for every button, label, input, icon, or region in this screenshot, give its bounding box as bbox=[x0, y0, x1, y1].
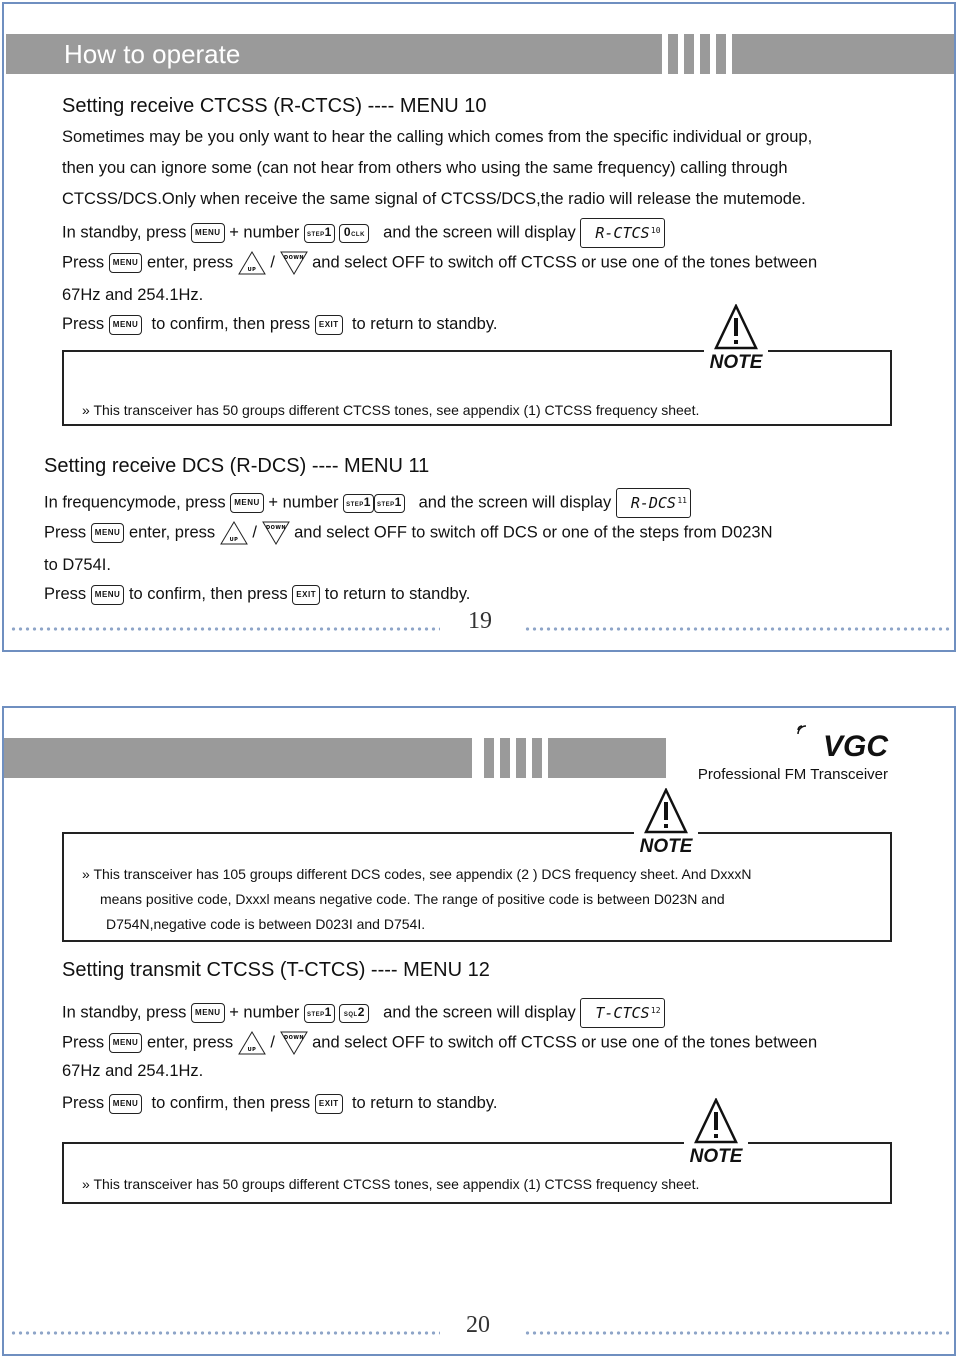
header-stripe bbox=[668, 34, 678, 74]
svg-text:UP: UP bbox=[229, 537, 239, 543]
text: Press bbox=[62, 253, 105, 272]
menu-key-icon: MENU bbox=[230, 493, 264, 513]
text: and select OFF to switch off CTCSS or use one of the tones between bbox=[312, 1033, 818, 1052]
note-box bbox=[62, 832, 892, 942]
note-warning-icon bbox=[704, 304, 768, 380]
text: / bbox=[270, 1033, 275, 1052]
brand-logo: VGC bbox=[822, 730, 888, 763]
text: enter, press bbox=[146, 253, 234, 272]
rdcs-line-2 bbox=[44, 521, 773, 545]
text: to return to standby. bbox=[324, 585, 471, 603]
page-19 bbox=[2, 2, 956, 652]
rctcss-line-1: Sometimes may be you only want to hear the calling which comes from the specific individual or group, bbox=[62, 128, 813, 146]
menu-key-icon: MENU bbox=[91, 585, 125, 605]
text: and the screen will display bbox=[383, 1003, 576, 1022]
down-key-icon bbox=[280, 251, 308, 275]
brand-subtitle: Professional FM Transceiver bbox=[697, 766, 888, 783]
footer-dots bbox=[524, 1330, 952, 1336]
text: Press bbox=[62, 315, 105, 333]
exit-key-icon: EXIT bbox=[292, 585, 320, 605]
menu-key-icon: MENU bbox=[91, 523, 125, 543]
bullet: » bbox=[82, 866, 90, 882]
key-digit: 1 bbox=[363, 494, 371, 509]
text: to confirm, then press bbox=[151, 1094, 311, 1112]
text: / bbox=[252, 523, 257, 542]
step-1-key-icon bbox=[304, 1004, 335, 1023]
lcd-sub: 10 bbox=[650, 226, 661, 235]
header-stripe bbox=[684, 34, 694, 74]
text: + number bbox=[268, 493, 339, 512]
rdcs-heading: Setting receive DCS (R-DCS) ---- MENU 11 bbox=[44, 455, 430, 477]
clk-0-key-icon bbox=[339, 224, 369, 243]
svg-text:DOWN: DOWN bbox=[265, 525, 286, 531]
header-title: How to operate bbox=[64, 39, 241, 69]
note-text bbox=[82, 1172, 699, 1196]
rctcss-line-3: CTCSS/DCS.Only when receive the same signal of CTCSS/DCS,the radio will release the mutemode. bbox=[62, 190, 806, 208]
menu-key-icon: MENU bbox=[191, 1003, 225, 1023]
page-number: 19 bbox=[468, 608, 492, 634]
down-key-icon bbox=[280, 1031, 308, 1055]
text: to return to standby. bbox=[351, 315, 498, 333]
text: / bbox=[270, 253, 275, 272]
key-sub: STEP bbox=[306, 231, 325, 238]
rctcss-line-7 bbox=[62, 313, 497, 335]
text: to confirm, then press bbox=[151, 315, 311, 333]
header-stripe bbox=[500, 738, 510, 778]
rdcs-line-1 bbox=[44, 488, 691, 518]
header-stripe bbox=[700, 34, 710, 74]
text: and the screen will display bbox=[383, 223, 576, 242]
step-1-key-icon bbox=[343, 494, 374, 513]
step-1-key-icon bbox=[304, 224, 335, 243]
note-box bbox=[62, 1142, 892, 1204]
header-stripe bbox=[716, 34, 726, 74]
text: to return to standby. bbox=[351, 1094, 498, 1112]
menu-key-icon: MENU bbox=[109, 1094, 143, 1114]
lcd-text: T-CTCS bbox=[595, 1004, 650, 1022]
note-text: D754N,negative code is between D023I and D754I. bbox=[106, 916, 426, 932]
svg-text:DOWN: DOWN bbox=[283, 1035, 304, 1041]
rdcs-line-3: to D754I. bbox=[44, 556, 111, 574]
footer-dots bbox=[524, 626, 952, 632]
lcd-display-icon bbox=[580, 998, 664, 1028]
menu-key-icon: MENU bbox=[109, 253, 143, 273]
text: Press bbox=[62, 1094, 105, 1112]
text: + number bbox=[229, 1003, 300, 1022]
text: This transceiver has 105 groups different DCS codes, see appendix (2 ) DCS frequency sheet. And DxxxN bbox=[93, 866, 752, 882]
text: Press bbox=[44, 585, 87, 603]
lcd-sub: 12 bbox=[650, 1006, 661, 1015]
text: enter, press bbox=[128, 523, 216, 542]
rctcss-line-5 bbox=[62, 251, 817, 275]
lcd-text: R-DCS bbox=[630, 494, 676, 512]
text: enter, press bbox=[146, 1033, 234, 1052]
bullet: » bbox=[82, 1176, 90, 1192]
header-bar-right bbox=[732, 34, 954, 74]
up-key-icon bbox=[220, 521, 248, 545]
down-key-icon bbox=[262, 521, 290, 545]
note-label: NOTE bbox=[689, 1146, 743, 1167]
step-1-key-icon bbox=[374, 494, 405, 513]
rctcss-line-2: then you can ignore some (can not hear from others who using the same frequency) calling through bbox=[62, 159, 788, 177]
tctcss-line-2 bbox=[62, 1031, 817, 1055]
lcd-display-icon bbox=[580, 218, 664, 248]
key-digit: 1 bbox=[394, 494, 402, 509]
footer-dots bbox=[10, 1330, 440, 1336]
key-digit: 1 bbox=[324, 224, 332, 239]
tctcss-heading: Setting transmit CTCSS (T-CTCS) ---- MENU 12 bbox=[62, 959, 490, 981]
text: In standby, press bbox=[62, 1003, 187, 1022]
up-key-icon bbox=[238, 1031, 266, 1055]
rctcss-heading: Setting receive CTCSS (R-CTCS) ---- MENU 10 bbox=[62, 95, 487, 117]
signal-icon bbox=[794, 722, 814, 736]
header-bar bbox=[6, 34, 662, 74]
key-sub: STEP bbox=[376, 501, 395, 508]
lcd-sub: 11 bbox=[677, 496, 687, 505]
rctcss-line-4 bbox=[62, 218, 665, 248]
text: In standby, press bbox=[62, 223, 187, 242]
text: This transceiver has 50 groups different CTCSS tones, see appendix (1) CTCSS frequency sheet. bbox=[93, 1176, 700, 1192]
note-warning-icon bbox=[684, 1098, 748, 1174]
text: Press bbox=[44, 523, 87, 542]
header-bar-right bbox=[548, 738, 666, 778]
key-sub: CLK bbox=[351, 231, 365, 238]
key-digit: 2 bbox=[357, 1004, 365, 1019]
tctcss-line-4 bbox=[62, 1092, 497, 1114]
text: + number bbox=[229, 223, 300, 242]
header-stripe bbox=[516, 738, 526, 778]
menu-key-icon: MENU bbox=[191, 223, 225, 243]
svg-text:UP: UP bbox=[247, 267, 257, 273]
note-text bbox=[82, 862, 752, 886]
exit-key-icon: EXIT bbox=[315, 315, 343, 335]
key-sub: STEP bbox=[346, 501, 364, 508]
sql-2-key-icon bbox=[339, 1004, 369, 1023]
header-stripe bbox=[532, 738, 542, 778]
lcd-text: R-CTCS bbox=[595, 224, 650, 242]
up-key-icon bbox=[238, 251, 266, 275]
page-number: 20 bbox=[466, 1312, 490, 1338]
rctcss-line-6: 67Hz and 254.1Hz. bbox=[62, 286, 204, 304]
key-sub: STEP bbox=[306, 1011, 325, 1018]
tctcss-line-3: 67Hz and 254.1Hz. bbox=[62, 1062, 204, 1080]
header-stripe bbox=[484, 738, 494, 778]
text: and select OFF to switch off DCS or one of the steps from D023N bbox=[294, 523, 773, 542]
note-text: means positive code, Dxxxl means negative code. The range of positive code is between D023N and bbox=[100, 891, 725, 907]
note-text bbox=[82, 398, 699, 422]
svg-text:UP: UP bbox=[247, 1047, 257, 1053]
page-20 bbox=[2, 706, 956, 1356]
header-bar bbox=[4, 738, 472, 778]
text: to confirm, then press bbox=[128, 585, 288, 603]
text: and select OFF to switch off CTCSS or use one of the tones between bbox=[312, 253, 818, 272]
note-label: NOTE bbox=[709, 352, 763, 373]
text: In frequencymode, press bbox=[44, 493, 226, 512]
text: and the screen will display bbox=[418, 493, 612, 512]
bullet: » bbox=[82, 402, 90, 418]
lcd-display-icon bbox=[616, 488, 691, 518]
key-sub: SQL bbox=[343, 1011, 358, 1018]
exit-key-icon: EXIT bbox=[315, 1094, 343, 1114]
text: This transceiver has 50 groups different CTCSS tones, see appendix (1) CTCSS frequency sheet. bbox=[93, 402, 700, 418]
tctcss-line-1 bbox=[62, 998, 665, 1028]
footer-dots bbox=[10, 626, 440, 632]
key-digit: 1 bbox=[324, 1004, 332, 1019]
key-digit: 0 bbox=[343, 224, 352, 239]
menu-key-icon: MENU bbox=[109, 315, 143, 335]
note-label: NOTE bbox=[639, 836, 693, 857]
menu-key-icon: MENU bbox=[109, 1033, 143, 1053]
note-warning-icon bbox=[634, 788, 698, 864]
text: Press bbox=[62, 1033, 105, 1052]
rdcs-line-4 bbox=[44, 583, 470, 605]
svg-text:DOWN: DOWN bbox=[283, 255, 304, 261]
